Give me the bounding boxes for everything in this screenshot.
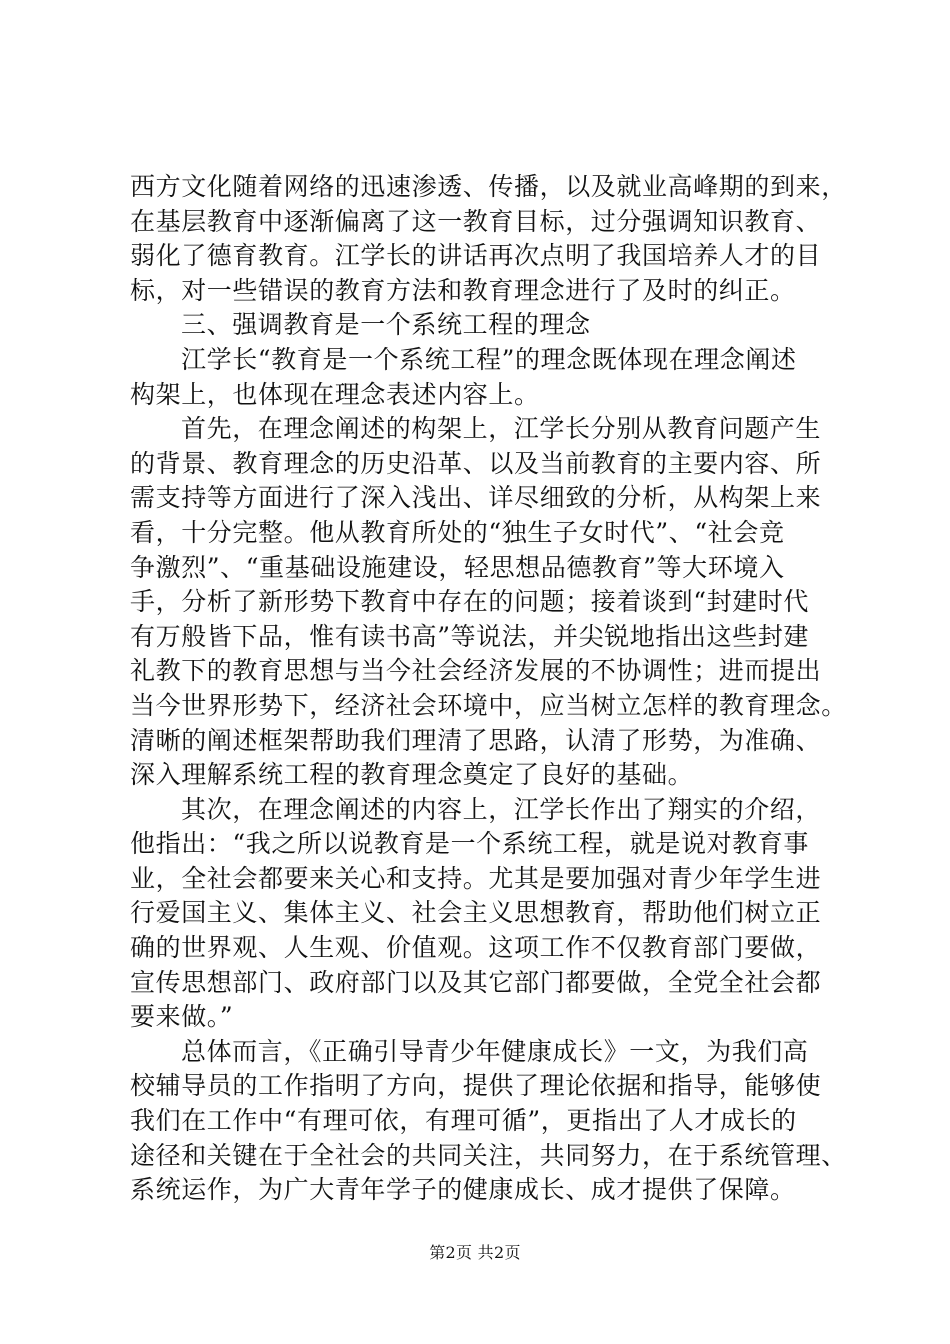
text-line: 深入理解系统工程的教育理念奠定了良好的基础。 bbox=[130, 760, 694, 790]
text-line: 行爱国主义、集体主义、社会主义思想教育，帮助他们树立正 bbox=[130, 898, 822, 928]
text-line: 构架上，也体现在理念表述内容上。 bbox=[130, 379, 540, 409]
text-line: 确的世界观、人生观、价值观。这项工作不仅教育部门要做， bbox=[130, 933, 822, 963]
text-line: 系统运作，为广大青年学子的健康成长、成才提供了保障。 bbox=[130, 1175, 796, 1205]
text-line: 宣传思想部门、政府部门以及其它部门都要做，全党全社会都 bbox=[130, 967, 822, 997]
text-line: 要来做。” bbox=[130, 1002, 234, 1032]
text-line: 的背景、教育理念的历史沿革、以及当前教育的主要内容、所 bbox=[130, 448, 822, 478]
text-line: 总体而言，《正确引导青少年健康成长》一文，为我们高 bbox=[181, 1036, 809, 1066]
text-line: 首先，在理念阐述的构架上，江学长分别从教育问题产生 bbox=[181, 414, 822, 444]
text-line: 在基层教育中逐渐偏离了这一教育目标，过分强调知识教育、 bbox=[130, 206, 822, 236]
text-line: 校辅导员的工作指明了方向，提供了理论依据和指导，能够使 bbox=[130, 1071, 822, 1101]
text-line: 弱化了德育教育。江学长的讲话再次点明了我国培养人才的目 bbox=[130, 241, 822, 271]
text-line: 江学长“教育是一个系统工程”的理念既体现在理念阐述 bbox=[181, 344, 797, 374]
text-line: 途径和关键在于全社会的共同关注，共同努力，在于系统管理、 bbox=[130, 1140, 847, 1170]
text-line: 其次，在理念阐述的内容上，江学长作出了翔实的介绍， bbox=[181, 794, 822, 824]
text-line: 需支持等方面进行了深入浅出、详尽细致的分析，从构架上来 bbox=[130, 483, 822, 513]
text-line: 我们在工作中“有理可依，有理可循”，更指出了人才成长的 bbox=[130, 1106, 797, 1136]
text-line: 看，十分完整。他从教育所处的“独生子女时代”、“社会竞 bbox=[130, 517, 785, 547]
body-text bbox=[130, 170, 847, 1208]
section-heading: 三、强调教育是一个系统工程的理念 bbox=[181, 310, 591, 340]
text-line: 业，全社会都要来关心和支持。尤其是要加强对青少年学生进 bbox=[130, 863, 822, 893]
text-line: 清晰的阐述框架帮助我们理清了思路，认清了形势，为准确、 bbox=[130, 725, 822, 755]
text-line: 西方文化随着网络的迅速渗透、传播，以及就业高峰期的到来， bbox=[130, 172, 847, 201]
text-line: 当今世界形势下，经济社会环境中，应当树立怎样的教育理念。 bbox=[130, 690, 847, 720]
text-line: 争激烈”、“重基础设施建设，轻思想品德教育”等大环境入 bbox=[130, 552, 785, 582]
text-line: 他指出：“我之所以说教育是一个系统工程，就是说对教育事 bbox=[130, 829, 809, 859]
page-number-footer: 第2页 共2页 bbox=[429, 1243, 521, 1262]
text-line: 标，对一些错误的教育方法和教育理念进行了及时的纠正。 bbox=[130, 275, 796, 305]
text-line: 有万般皆下品，惟有读书高”等说法，并尖锐地指出这些封建 bbox=[130, 621, 809, 651]
text-line: 手，分析了新形势下教育中存在的问题；接着谈到“封建时代 bbox=[130, 587, 809, 617]
text-line: 礼教下的教育思想与当今社会经济发展的不协调性；进而提出 bbox=[130, 656, 822, 686]
